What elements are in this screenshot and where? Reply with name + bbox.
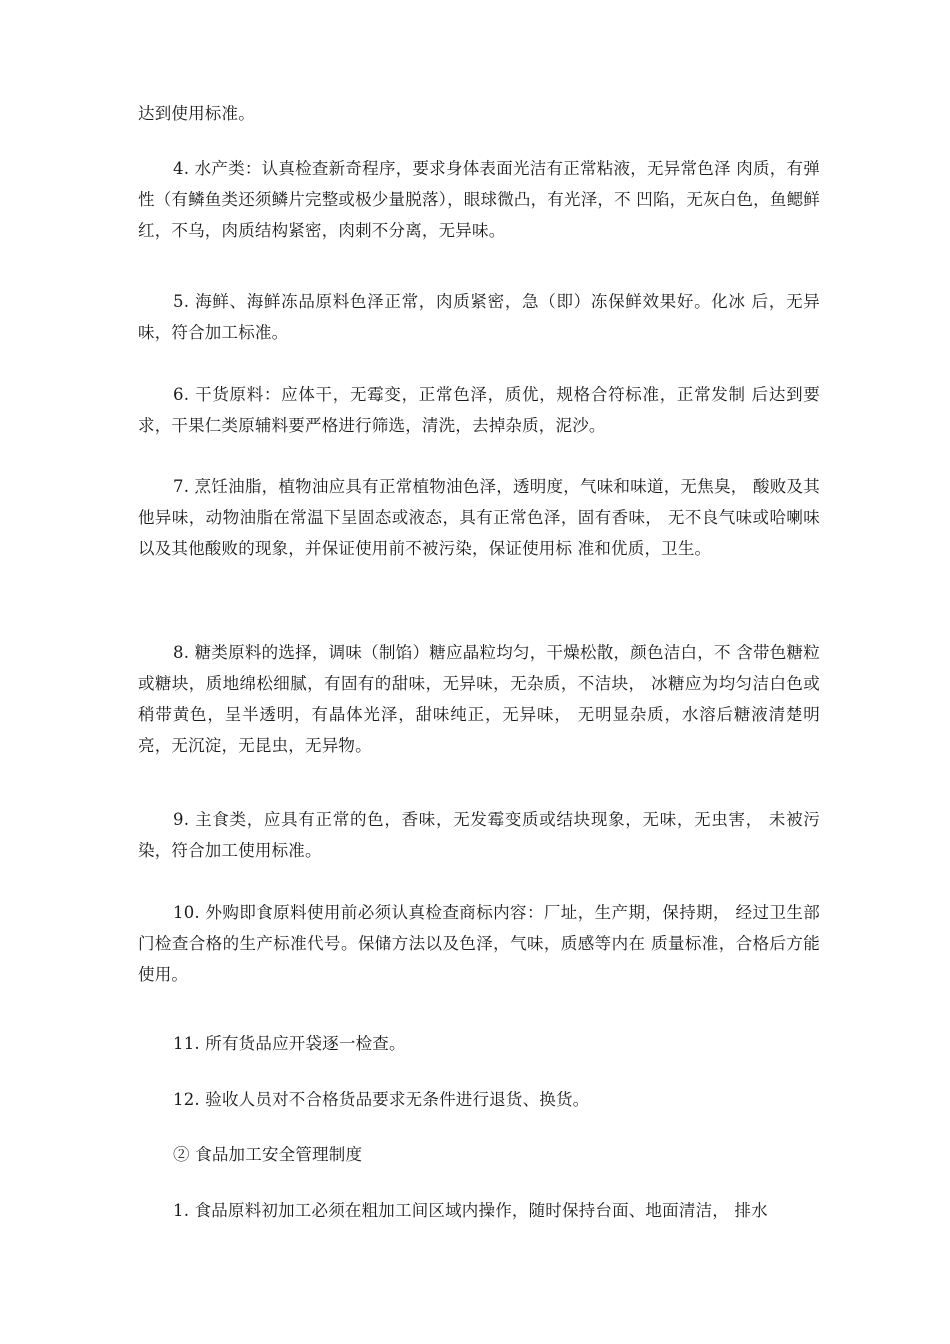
paragraph-item-4: 4. 水产类：认真检查新奇程序，要求身体表面光洁有正常粘液，无异常色泽 肉质，有弹性（有鳞鱼类还须鳞片完整或极少量脱落），眼球微凸，有光泽，不 凹陷，无灰白色，鱼鳃鲜红，不乌，肉质结构紧密，肉刺不分离，无异味。 <box>138 159 820 240</box>
paragraph-item-9: 9. 主食类，应具有正常的色，香味，无发霉变质或结块现象，无味，无虫害， 未被污染，符合加工使用标准。 <box>138 810 820 860</box>
paragraph-item-6: 6. 干货原料：应体干，无霉变，正常色泽，质优，规格合符标准，正常发制 后达到要求，干果仁类原辅料要严格进行筛选，清洗，去掉杂质，泥沙。 <box>138 385 820 435</box>
paragraph-item-5: 5. 海鲜、海鲜冻品原料色泽正常，肉质紧密，急（即）冻保鲜效果好。化冰 后，无异味，符合加工标准。 <box>138 292 820 342</box>
paragraph-item-11: 11. 所有货品应开袋逐一检查。 <box>173 1034 406 1053</box>
paragraph-item-7: 7. 烹饪油脂，植物油应具有正常植物油色泽，透明度，气味和味道，无焦臭， 酸败及其他异味，动物油脂在常温下呈固态或液态，具有正常色泽，固有香味， 无不良气味或哈喇味以及其他酸败的现象，并保证使用前不被污染，保证使用标 准和优质，卫生。 <box>138 477 820 558</box>
paragraph-continuation: 达到使用标准。 <box>138 104 255 123</box>
paragraph-item-8: 8. 糖类原料的选择，调味（制馅）糖应晶粒均匀，干燥松散，颜色洁白，不 含带色糖粒或糖块，质地绵松细腻，有固有的甜味，无异味，无杂质，不洁块， 冰糖应为均匀洁白色或稍带黄色，呈半透明，有晶体光泽，甜味纯正，无异味， 无明显杂质，水溶后糖液清楚明亮，无沉淀，无昆虫，无异物。 <box>138 643 820 755</box>
paragraph-item-12: 12. 验收人员对不合格货品要求无条件进行退货、换货。 <box>173 1090 590 1109</box>
paragraph-item-1: 1. 食品原料初加工必须在粗加工间区域内操作，随时保持台面、地面清洁， 排水 <box>173 1201 768 1220</box>
paragraph-item-10: 10. 外购即食原料使用前必须认真检查商标内容：厂址，生产期，保持期， 经过卫生部门检查合格的生产标准代号。保储方法以及色泽，气味，质感等内在 质量标准，合格后方能使用。 <box>138 903 820 984</box>
section-heading: ② 食品加工安全管理制度 <box>173 1145 363 1164</box>
